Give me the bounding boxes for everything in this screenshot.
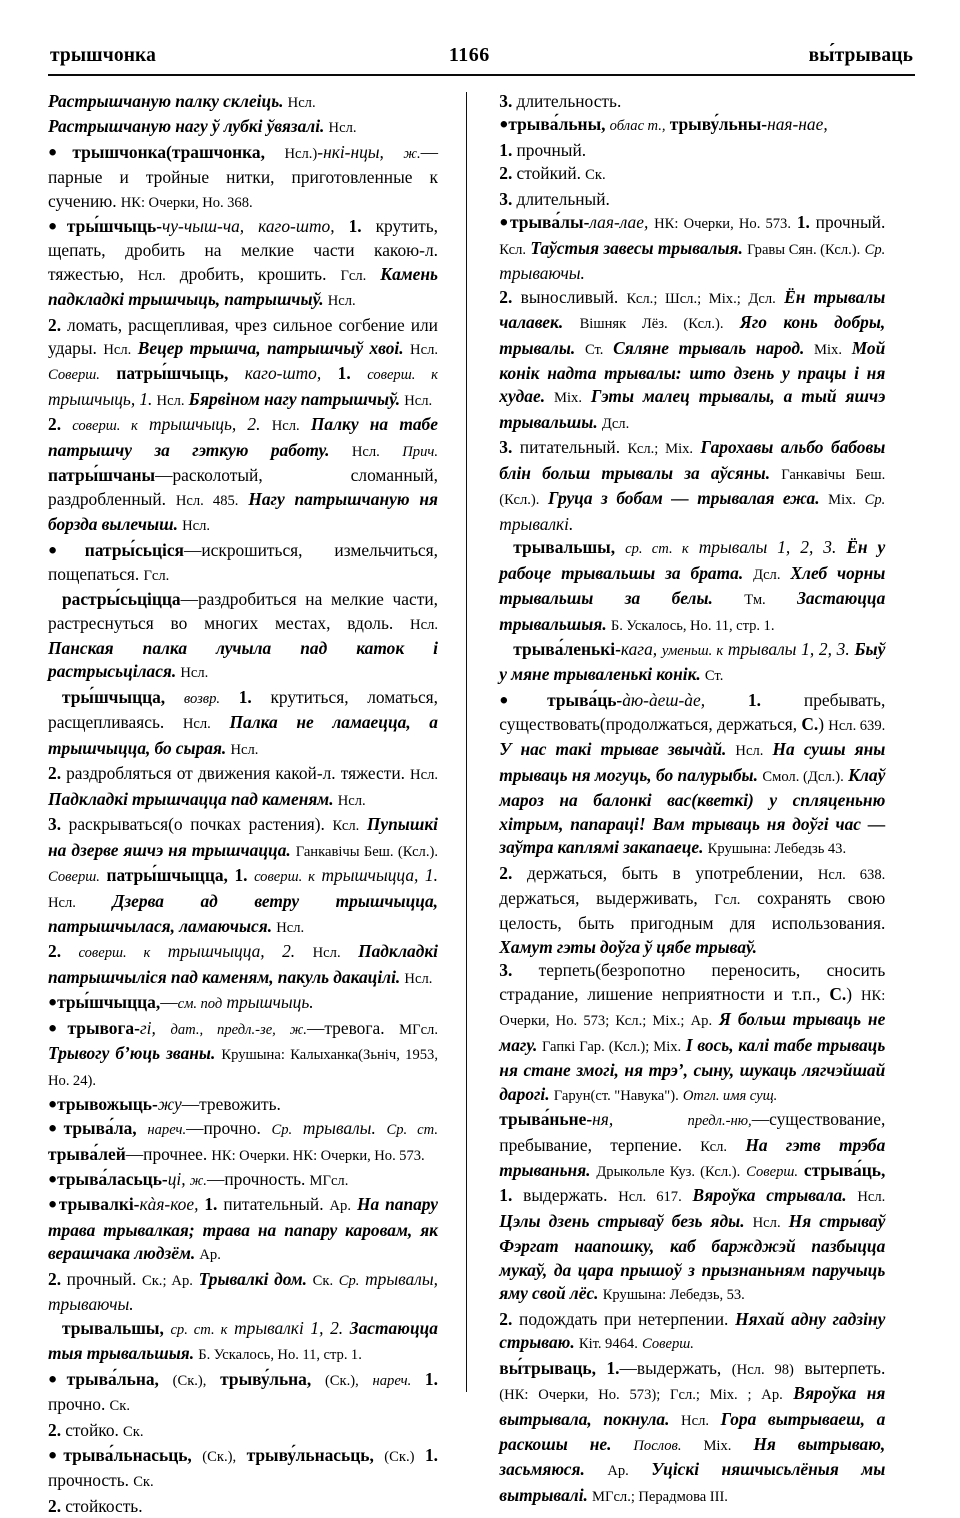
sense-2-prochnyy: 2. прочный. Ск.; Ар. Трывалкі дом. Ск. Ср. трывалы, трываючы.	[48, 1268, 438, 1315]
sense-2-vynoslivyy: 2. выносливый. Ксл.; Шсл.; Міх.; Дсл. Ён трывалы чалавек. Вішняк Лёз. (Ксл.). Яго конь добры, трывалы. Ст. Сяляне трываль народ. Міх. Мой конік надта трывалы: што дзень у працы і ня худае. Міх. Гэты малец трывалы, а тый яшчэ трывальшы. Дсл.	[499, 286, 886, 432]
right-column	[481, 90, 885, 1509]
entry-tryvoga: ●трывога-гі, дат., предл.-зе, ж.—тревога. МГсл. Трывогу б’юць званы. Крушына: Калыханка(Зьніч, 1953, Но. 24).	[48, 1017, 438, 1089]
sense-3-dlitelnyy: 3. длительный.	[499, 188, 610, 209]
right-catchword: вы́трываць	[808, 45, 913, 66]
left-catchword: трышчонка	[50, 45, 156, 66]
sense-1-prochnyy: 1. прочный.	[499, 139, 587, 160]
running-head	[48, 44, 915, 67]
left-column	[48, 90, 452, 1518]
sense-2-stoyko: 2. стойко. Ск.	[48, 1419, 144, 1440]
entry-tryvats: ●трыва́ць-àю-àеш-àе, 1. пребывать, существовать(продолжаться, держаться, С.) Нсл. 639. У нас такі трывае звычàй. Нсл. На сушы яны трываць ня могуць, бо палурыбы. Смол. (Дсл.). Клаў мароз на балонкі вас(кветкі) у спляценьню хітрым, папараці! Вам трываць ня доўгі час — заўтра каплямі закапаеце. Крушына: Лебедзь 43.	[499, 689, 886, 858]
header-rule	[48, 74, 915, 76]
entry-tryvozhyts: ●трывожыць-жу—тревожить.	[48, 1094, 281, 1115]
entry-tryvalki: ●трывалкі-кàя-кое, 1. питательный. Ар. На папару трава трывалкая; трава на папару каровам, як верашчака людзём. Ар.	[48, 1194, 438, 1264]
entry-tryshchyttsa: тры́шчыцца, возвр. 1. крутиться, ломаться, расщепливаясь. Нсл. Палка не ламаецца, а трышчыцца, бо сырая. Нсл.	[48, 686, 439, 758]
citation-rastryshchanuyu-palku: Растрышчаную палку склеіць. Нсл.	[48, 91, 316, 111]
entry-tryvalna: ●трыва́льна, (Ск.), трыву́льна, (Ск.), нареч. 1. прочно. Ск.	[48, 1368, 438, 1415]
sense-2-stoykiy: 2. стойкий. Ск.	[499, 163, 606, 184]
entry-tryvaly: ●трыва́лы-лая-лае, НК: Очерки, Но. 573. 1. прочный. Ксл. Таўстыя завесы трывалыя. Гравы Сян. (Ксл.). Ср. трываючы.	[499, 212, 886, 284]
entry-tryshchyts: ●тры́шчыць-чу-чыш-ча, каго-што, 1. крутить, щепать, дробить на мелкие части какою-л. тяжестью, Нсл. дробить, крошить. Гсл. Камень падкладкі трышчыць, патрышчыў. Нсл.	[48, 216, 439, 310]
sense-2-derzhatsya: 2. держаться, быть в употреблении, Нсл. 638. держаться, выдерживать, Гсл. сохранять свою целость, быть пригодным для использования. Хамут гэты доўга ў цябе трываў.	[499, 862, 886, 957]
entry-tryvalenki: трыва́ленькі-кага, уменьш. к трывалы 1, 2, 3. Быў у мяне трываленькі конік. Ст.	[499, 638, 886, 685]
entry-rastrystststsa: растры́сьціцца—раздробиться на мелкие части, растреснуться во многих местах, вдоль. Нсл. Панская палка лучыла пад каток і растрысьцілася. Нсл.	[48, 589, 438, 682]
entry-vytryvats: вы́трываць, 1.—выдержать, (Нсл. 98) вытерпеть. (НК: Очерки, Но. 573); Гсл.; Міх. ; Ар. Вяроўка ня вытрывала, покнула. Нсл. Гора вытрываеш, а раскошы не. Послов. Міх. Ня вытрываю, засьмяюся. Ар. Уціскі няшчысьлёныя мы вытрывалі. МГсл.; Перадмова III.	[499, 1357, 886, 1505]
entry-tryvannye: трыва́ньне-ня, предл.-ню,—существование, пребывание, терпение. Ксл. На гэтв трэба трываньня. Дрыкольле Куз. (Ксл.). Соверш. стрыва́ць, 1. выдержать. Нсл. 617. Вяроўка стрывала. Нсл. Цэлы дзень стрываў безь яды. Нсл. Ня стрываў Фэргат наапошку, каб баржджэй пазбыцца мукаў, да цара прышоў з прызнаньням паручыць яму свой лёс. Крушына: Лебедзь, 53.	[499, 1109, 886, 1304]
sense-2-soversh-tryshchyttsa: 2. соверш. к трышчыцца, 2. Нсл. Падкладкі патрышчыліся пад каменям, пакуль дакацілі. Нсл.	[48, 941, 438, 987]
page-columns	[48, 90, 915, 1516]
entry-tryvalny: ●трыва́льны, облас т., трыву́льны-ная-нае,	[499, 114, 828, 135]
citation-rastryshchanuyu-nagu: Растрышчаную нагу ў лубкі ўвязалі. Нсл.	[48, 116, 357, 137]
sense-3-raskryvatsya: 3. раскрываться(о почках растения). Ксл. Пупышкі на дзерве яшчэ ня трышчацца. Ганкавічы Беш. (Ксл.). Соверш. патры́шчыцца, 1. соверш. к трышчыцца, 1. Нсл. Дзерва ад ветру трышчыцца, патрышчылася, ламаючыся. Нсл.	[48, 814, 439, 936]
entry-tryvala: ●трыва́ла, нареч.—прочно. Ср. трывалы. Ср. ст. трыва́лей—прочнее. НК: Очерки. НК: Очерки, Но. 573.	[48, 1118, 439, 1164]
column-divider	[466, 92, 467, 1392]
page-number: 1166	[448, 44, 490, 66]
sense-3-terpet: 3. терпеть(безропотно переносить, сносить страдание, лишение неприятности и т.п., С.) НК: Очерки, Но. 573; Ксл.; Міх.; Ар. Я больш трываць не магу. Гапкі Гар. (Ксл.); Міх. І вось, калі табе трываць ня стане змогі, ня трэ’, сыну, шукаць лягчэйшай дарогі. Гарун(ст. "Навука"). Отгл. имя сущ.	[499, 960, 886, 1104]
sense-2-lomat: 2. ломать, расщепливая, чрез сильное согбение или удары. Нсл. Вецер трышча, патрышчыў хвоі. Нсл. Соверш. патры́шчыць, каго-што, 1. соверш. к трышчыць, 1. Нсл. Бярвіном нагу патрышчыў. Нсл.	[48, 314, 438, 409]
entry-tryvalshy: трывальшы, ср. ст. к трывалкі 1, 2. Застаюцца тыя трывальшыя. Б. Ускалось, Но. 11, стр. 1.	[48, 1317, 438, 1364]
sense-2-stoykost: 2. стойкость.	[48, 1495, 143, 1516]
entry-tryvalnasts: ●трыва́льнасьць, (Ск.), трыву́льнасьць, (Ск.) 1. прочность. Ск.	[48, 1444, 438, 1491]
entry-tryvalasts: ●трыва́ласьць-ці, ж.—прочность. МГсл.	[48, 1168, 349, 1189]
entry-tryshchonka: ●трышчонка(трашчонка, Нсл.)-нкі-нцы, ж.—парные и тройные нитки, приготовленные к сучению. НК: Очерки, Но. 368.	[48, 141, 439, 211]
sense-2-podozhdat: 2. подождать при нетерпении. Няхай адну гадзіну стрываю. Кіт. 9464. Соверш.	[499, 1308, 886, 1353]
sense-3-dlitelnost: 3. длительность.	[499, 91, 622, 111]
entry-patryststsisya: ●патры́сьціся—искрошиться, измельчиться, пощепаться. Гсл.	[48, 539, 438, 584]
entry-tryshchyttsa-ref: ●тры́шчыцца,—см. под трышчыць.	[48, 992, 314, 1013]
sense-2-razdrobliatsya: 2. раздробляться от движения какой-л. тяжести. Нсл. Падкладкі трышчацца пад каменям. Нсл.	[48, 763, 438, 809]
entry-tryvalshy-right: трывальшы, ср. ст. к трывалы 1, 2, 3. Ён у рабоце трывальшы за брата. Дсл. Хлеб чорны трывальшы за белы. Тм. Застаюцца трывальшыя. Б. Ускалось, Но. 11, стр. 1.	[499, 537, 886, 634]
sense-3-pitatelnyy: 3. питательный. Ксл.; Міх. Гарохавы альбо бабовы блін больш трывалы за аўсяны. Ганкавічы Беш. (Ксл.). Груца з бобам — трывалая ежа. Міх. Ср. трывалкі.	[499, 437, 886, 534]
sense-2-soversh: 2. соверш. к трышчыць, 2. Нсл. Палку на табе патрышчу за гэткую работу. Нсл. Прич. патры́шчаны—расколотый, сломанный, раздробленный. Нсл. 485. Нагу патрышчаную ня борзда вылечыш. Нсл.	[48, 414, 439, 535]
